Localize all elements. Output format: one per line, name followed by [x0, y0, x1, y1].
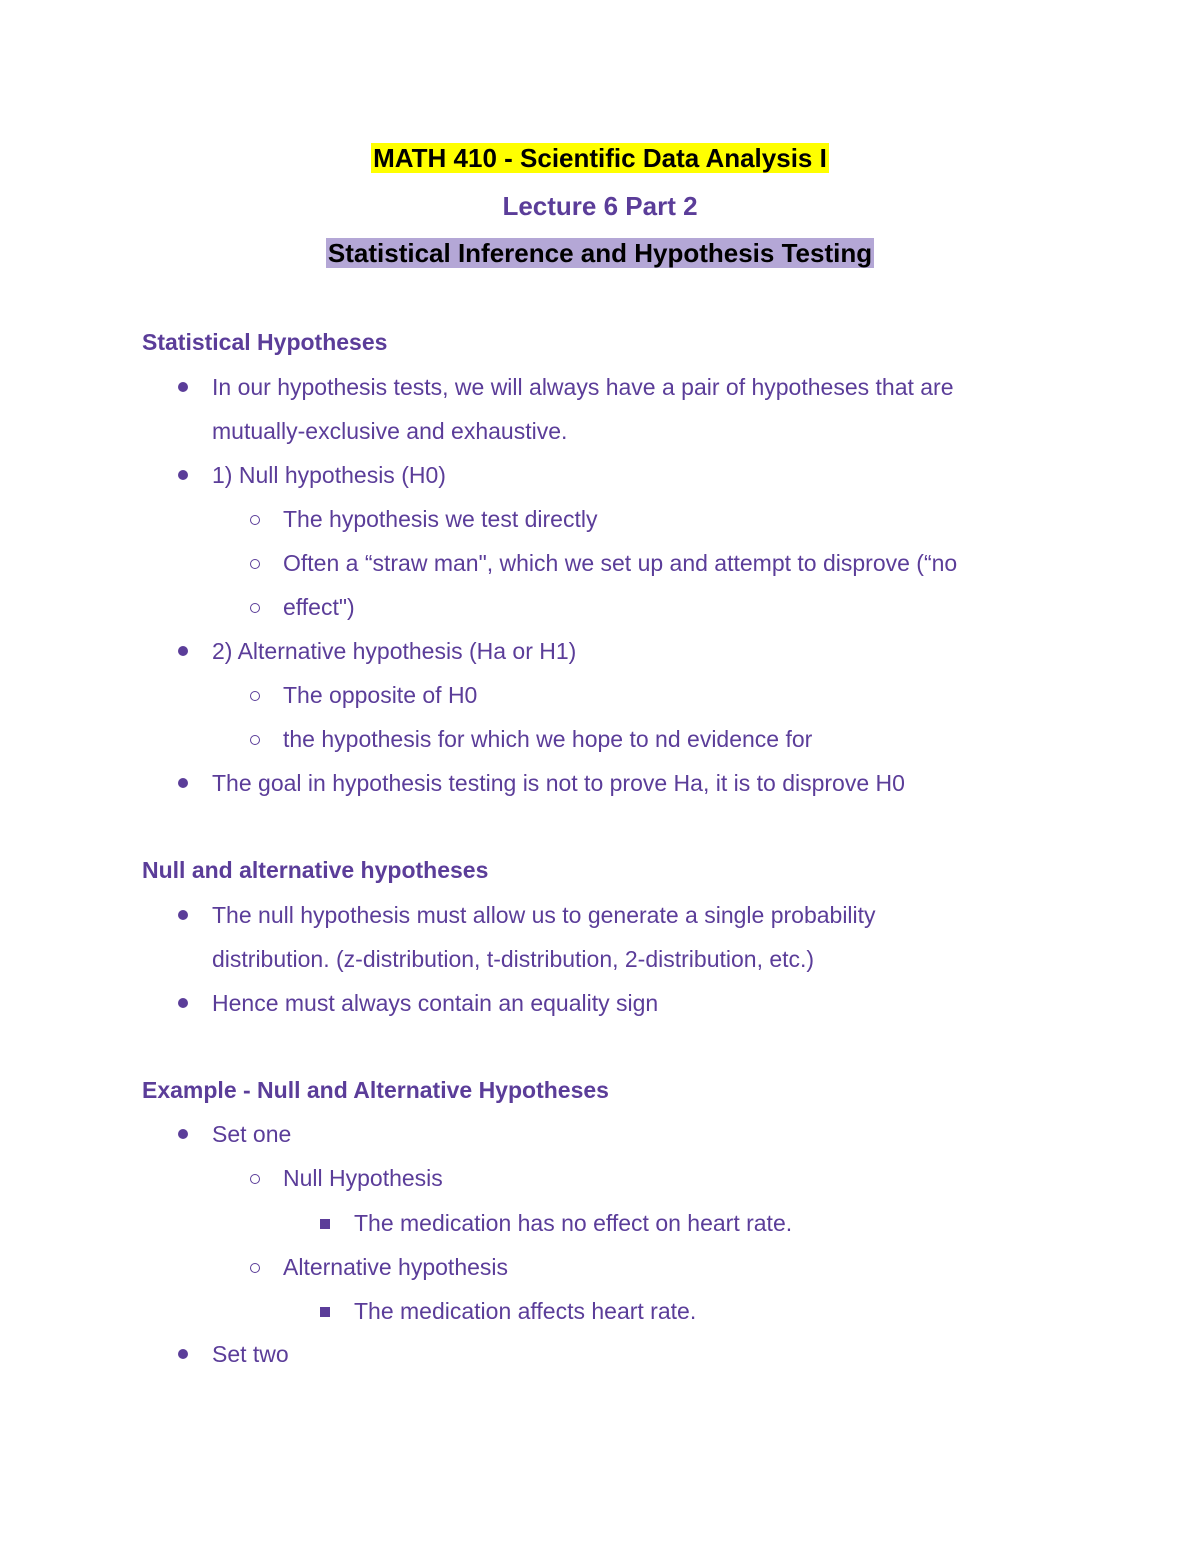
list-item: In our hypothesis tests, we will always have a pair of hypotheses that are	[212, 374, 954, 400]
bullet-dot-icon	[178, 778, 188, 788]
list-item-continuation: distribution. (z-distribution, t-distribution, 2-distribution, etc.)	[212, 946, 815, 972]
sub-sub-list-item: The medication affects heart rate.	[354, 1298, 697, 1324]
bullet-dot-icon	[178, 1129, 188, 1139]
bullet-circle-icon	[250, 691, 260, 701]
list-item: Hence must always contain an equality sign	[212, 990, 659, 1016]
list-item: The null hypothesis must allow us to generate a single probability	[212, 902, 876, 928]
list-item: Set one	[212, 1121, 292, 1147]
course-title	[0, 141, 1200, 175]
sub-list-item: the hypothesis for which we hope to nd evidence for	[283, 726, 813, 752]
bullet-circle-icon	[250, 603, 260, 613]
bullet-dot-icon	[178, 646, 188, 656]
list-item: The goal in hypothesis testing is not to prove Ha, it is to disprove H0	[212, 770, 905, 796]
sub-list-item: Alternative hypothesis	[283, 1254, 509, 1280]
section-heading-statistical-hypotheses: Statistical Hypotheses	[142, 329, 388, 355]
list-item: 1) Null hypothesis (H0)	[212, 462, 446, 488]
lecture-title: Lecture 6 Part 2	[502, 191, 698, 221]
sub-sub-list-item: The medication has no effect on heart rate.	[354, 1210, 793, 1236]
sub-list-item: Often a “straw man", which we set up and attempt to disprove (“no	[283, 550, 958, 576]
bullet-circle-icon	[250, 1174, 260, 1184]
bullet-dot-icon	[178, 1349, 188, 1359]
section-heading-null-alternative: Null and alternative hypotheses	[142, 857, 489, 883]
topic-title-text: Statistical Inference and Hypothesis Testing	[327, 238, 873, 268]
bullet-dot-icon	[178, 470, 188, 480]
bullet-circle-icon	[250, 515, 260, 525]
bullet-square-icon	[320, 1307, 330, 1317]
sub-list-item: The opposite of H0	[283, 682, 478, 708]
sub-list-item: effect")	[283, 594, 355, 620]
list-item: 2) Alternative hypothesis (Ha or H1)	[212, 638, 577, 664]
list-item-continuation: mutually-exclusive and exhaustive.	[212, 418, 568, 444]
bullet-square-icon	[320, 1219, 330, 1229]
sub-list-item: Null Hypothesis	[283, 1165, 443, 1191]
bullet-circle-icon	[250, 1263, 260, 1273]
course-title-text: MATH 410 - Scientific Data Analysis I	[373, 143, 827, 173]
topic-title	[0, 236, 1200, 270]
bullet-circle-icon	[250, 735, 260, 745]
list-item: Set two	[212, 1341, 289, 1367]
bullet-dot-icon	[178, 382, 188, 392]
sub-list-item: The hypothesis we test directly	[283, 506, 598, 532]
bullet-dot-icon	[178, 998, 188, 1008]
bullet-dot-icon	[178, 910, 188, 920]
bullet-circle-icon	[250, 559, 260, 569]
section-heading-example: Example - Null and Alternative Hypotheses	[142, 1077, 609, 1103]
